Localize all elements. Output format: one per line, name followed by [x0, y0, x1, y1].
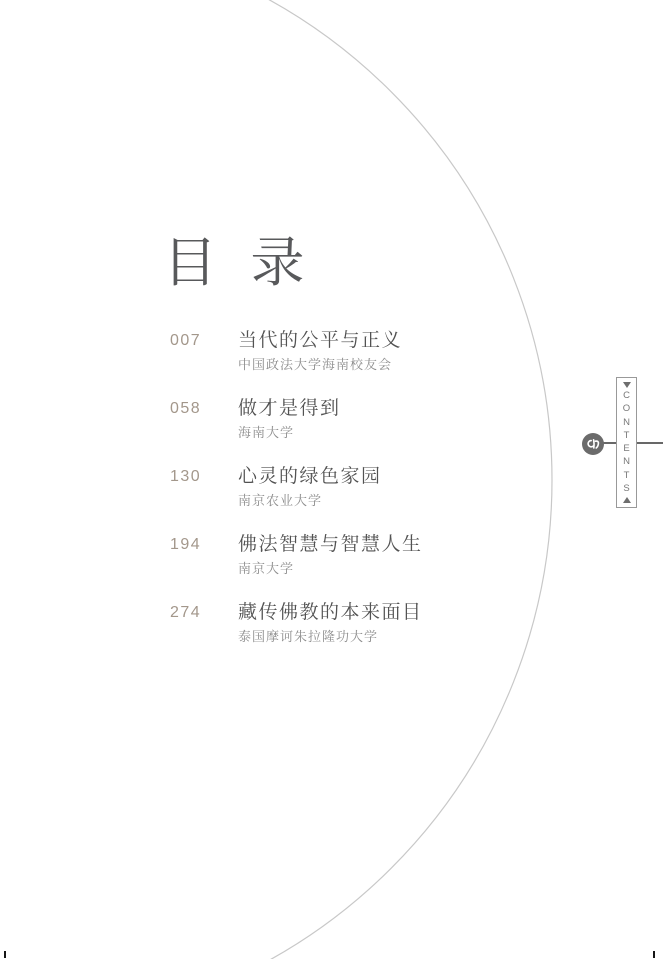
om-seal-icon	[582, 433, 604, 455]
toc-entry-page-number: 058	[170, 400, 202, 417]
toc-entry	[170, 398, 510, 441]
toc-entry	[170, 602, 510, 645]
triangle-up-icon	[623, 497, 631, 503]
toc-entry-title: 心灵的绿色家园	[238, 466, 382, 487]
toc-entry-subtitle: 泰国摩诃朱拉隆功大学	[238, 629, 379, 644]
crop-mark-bottom-right	[653, 951, 655, 958]
toc-entry-page-number: 130	[170, 468, 202, 485]
contents-banner	[616, 377, 637, 508]
toc-entry-body	[238, 330, 510, 373]
toc-entry-title: 佛法智慧与智慧人生	[238, 534, 423, 555]
toc-entry-subtitle: 南京大学	[238, 561, 295, 576]
contents-letter: N	[623, 456, 630, 468]
triangle-down-icon	[623, 382, 631, 388]
page-title: 目 录	[163, 233, 315, 293]
contents-letter: E	[623, 443, 630, 455]
contents-letter: T	[623, 469, 630, 481]
contents-letter: S	[623, 482, 630, 494]
toc-entry-body	[238, 466, 510, 509]
toc-entry-body	[238, 602, 510, 645]
toc-entry	[170, 330, 510, 373]
toc-entry	[170, 466, 510, 509]
contents-letter: C	[623, 390, 630, 402]
toc-list	[170, 330, 510, 670]
crop-mark-bottom-left	[4, 951, 6, 958]
contents-letter: T	[623, 429, 630, 441]
toc-entry-subtitle: 海南大学	[238, 425, 295, 440]
toc-entry	[170, 534, 510, 577]
toc-entry-body	[238, 398, 510, 441]
toc-entry-subtitle: 南京农业大学	[238, 493, 323, 508]
contents-letter: N	[623, 416, 630, 428]
toc-entry-page-number: 007	[170, 332, 202, 349]
toc-entry-title: 做才是得到	[238, 398, 341, 419]
contents-letter: O	[622, 403, 631, 415]
toc-entry-body	[238, 534, 510, 577]
toc-entry-title: 当代的公平与正义	[238, 330, 403, 351]
toc-entry-page-number: 194	[170, 536, 202, 553]
toc-entry-subtitle: 中国政法大学海南校友会	[238, 357, 393, 372]
toc-entry-page-number: 274	[170, 604, 202, 621]
toc-entry-title: 藏传佛教的本来面目	[238, 602, 423, 623]
